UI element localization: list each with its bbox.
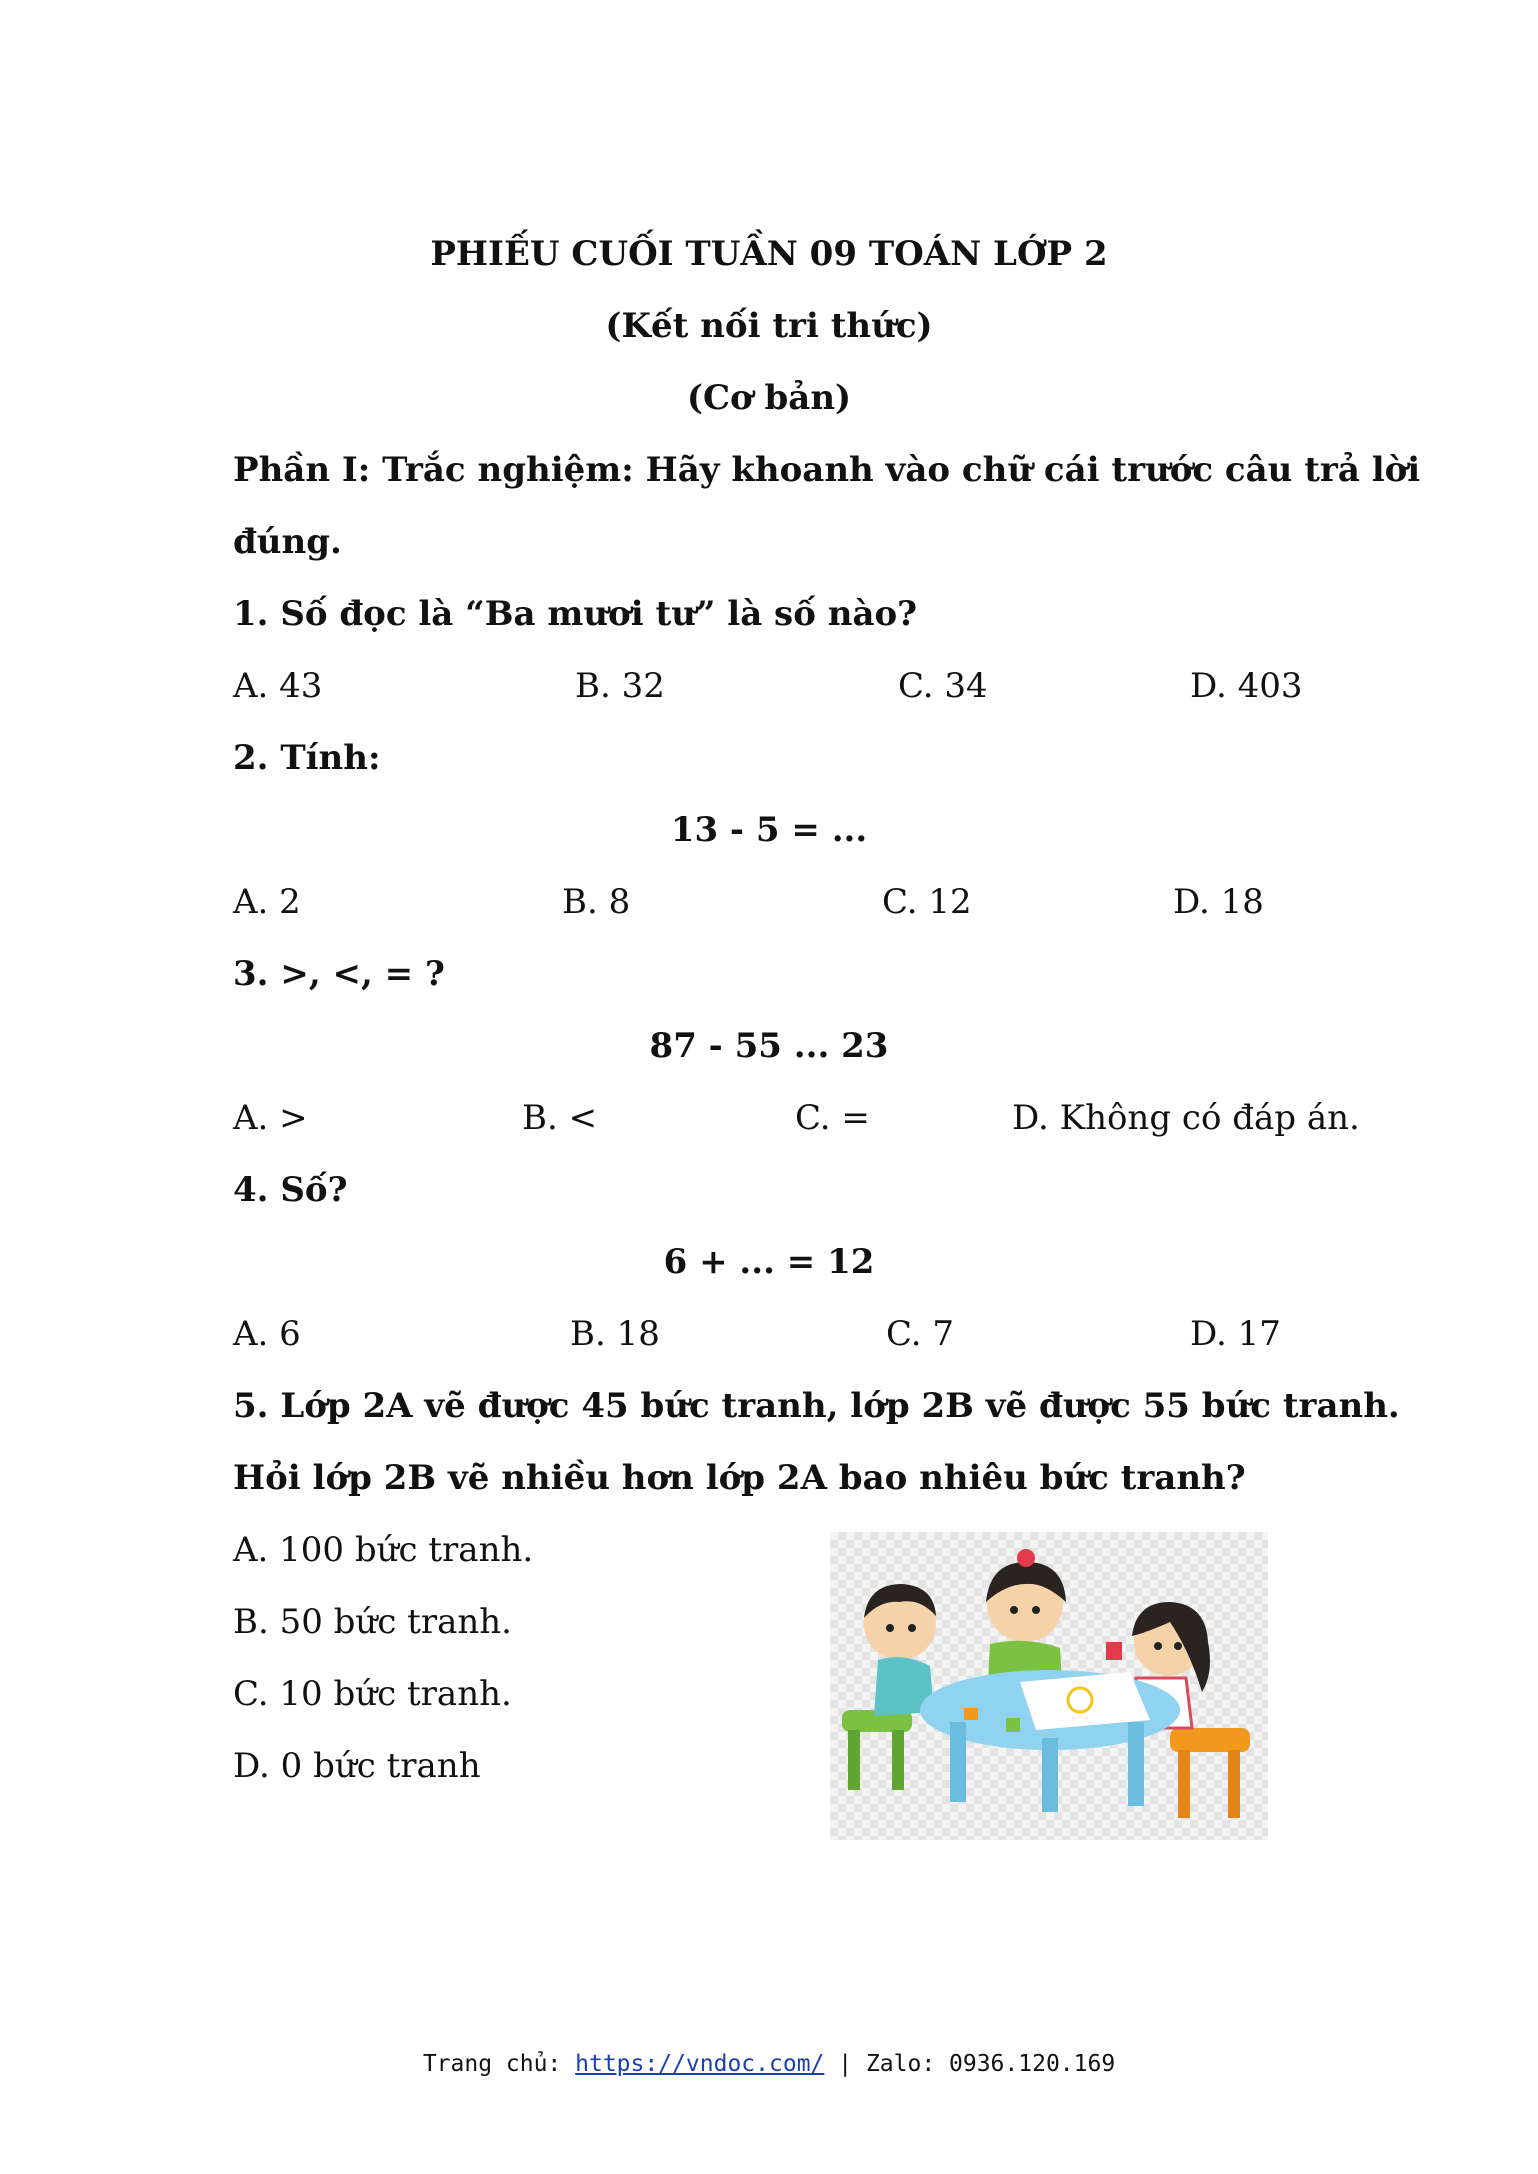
question-1-prompt: 1. Số đọc là “Ba mươi tư” là số nào? <box>233 594 918 634</box>
girl2-eye <box>1154 1642 1162 1650</box>
q2-option-d[interactable]: D. 18 <box>1173 882 1264 922</box>
orange-chair-leg <box>1228 1750 1240 1818</box>
page-footer <box>0 2049 1538 2079</box>
question-2-expression: 13 - 5 = ... <box>670 810 868 850</box>
paint-pot <box>1106 1642 1122 1660</box>
q1-option-d[interactable]: D. 403 <box>1190 666 1303 706</box>
question-2-prompt: 2. Tính: <box>233 738 381 778</box>
question-3-expression: 87 - 55 ... 23 <box>649 1026 889 1066</box>
orange-chair-seat <box>1170 1728 1250 1752</box>
green-chair-leg <box>848 1730 860 1790</box>
q3-option-d[interactable]: D. Không có đáp án. <box>1012 1098 1360 1138</box>
question-3-prompt: 3. >, <, = ? <box>233 954 445 994</box>
q2-option-c[interactable]: C. 12 <box>882 882 972 922</box>
children-drawing-illustration <box>830 1532 1268 1840</box>
question-5-prompt: 5. Lớp 2A vẽ được 45 bức tranh, lớp 2B vẽ được 55 bức tranh. <box>233 1386 1400 1426</box>
section-heading: Phần I: Trắc nghiệm: Hãy khoanh vào chữ cái trước câu trả lời <box>233 450 1421 490</box>
q5-option-b[interactable]: B. 50 bức tranh. <box>233 1602 512 1642</box>
footer-separator: | <box>824 2051 866 2077</box>
green-chair-leg <box>892 1730 904 1790</box>
table-leg <box>950 1722 966 1802</box>
q5-option-c[interactable]: C. 10 bức tranh. <box>233 1674 512 1714</box>
footer-zalo-contact: Zalo: 0936.120.169 <box>865 2051 1116 2077</box>
paint-pot <box>964 1708 978 1720</box>
footer-homepage-link[interactable]: https://vndoc.com/ <box>575 2051 825 2077</box>
question-4-expression: 6 + ... = 12 <box>663 1242 875 1282</box>
boy-eye <box>908 1624 916 1632</box>
q2-option-a[interactable]: A. 2 <box>233 882 301 922</box>
page-subtitle: (Kết nối tri thức) <box>605 306 933 346</box>
table-leg <box>1128 1722 1144 1806</box>
q4-option-b[interactable]: B. 18 <box>570 1314 660 1354</box>
q3-option-a[interactable]: A. > <box>233 1098 308 1138</box>
section-heading-continued: đúng. <box>233 522 342 562</box>
children-drawing-svg <box>830 1532 1268 1840</box>
boy-eye <box>886 1624 894 1632</box>
girl-eye <box>1010 1606 1018 1614</box>
orange-chair-leg <box>1178 1750 1190 1818</box>
hair-bow <box>1017 1549 1035 1567</box>
drawing-paper <box>1020 1672 1150 1730</box>
q5-option-a[interactable]: A. 100 bức tranh. <box>233 1530 534 1570</box>
q3-option-b[interactable]: B. < <box>522 1098 598 1138</box>
q4-option-a[interactable]: A. 6 <box>233 1314 301 1354</box>
footer-home-label: Trang chủ: <box>422 2051 576 2077</box>
q4-option-d[interactable]: D. 17 <box>1190 1314 1281 1354</box>
girl2-eye <box>1174 1642 1182 1650</box>
question-5-prompt-continued: Hỏi lớp 2B vẽ nhiều hơn lớp 2A bao nhiêu bức tranh? <box>233 1458 1246 1498</box>
page-title: PHIẾU CUỐI TUẦN 09 TOÁN LỚP 2 <box>430 234 1108 274</box>
q1-option-b[interactable]: B. 32 <box>575 666 665 706</box>
level-label: (Cơ bản) <box>686 378 852 418</box>
q1-option-a[interactable]: A. 43 <box>233 666 323 706</box>
q3-option-c[interactable]: C. = <box>795 1098 870 1138</box>
q2-option-b[interactable]: B. 8 <box>562 882 631 922</box>
question-4-prompt: 4. Số? <box>233 1170 348 1210</box>
q1-option-c[interactable]: C. 34 <box>898 666 988 706</box>
q5-option-d[interactable]: D. 0 bức tranh <box>233 1746 481 1786</box>
paint-pot <box>1006 1718 1020 1732</box>
girl-eye <box>1032 1606 1040 1614</box>
q4-option-c[interactable]: C. 7 <box>886 1314 955 1354</box>
table-leg <box>1042 1738 1058 1812</box>
